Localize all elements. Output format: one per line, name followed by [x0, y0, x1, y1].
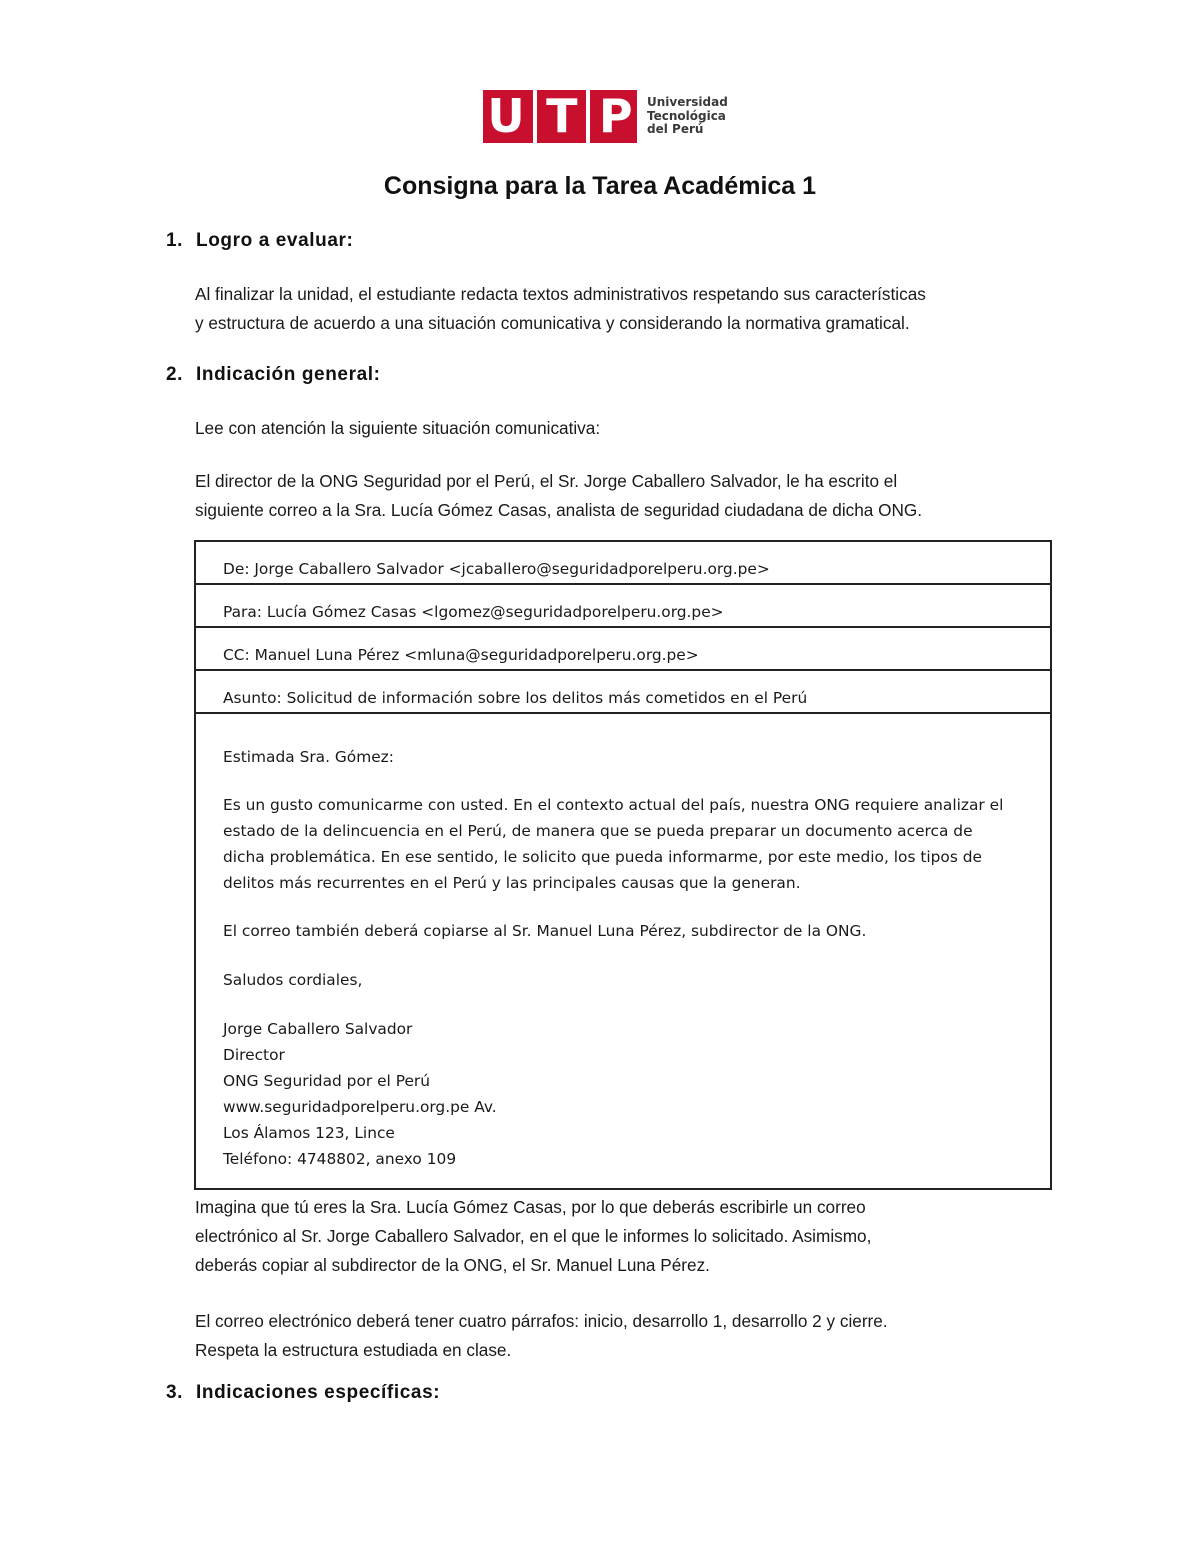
text-line: Imagina que tú eres la Sra. Lucía Gómez Casas, por lo que deberás escribirle un correo [195, 1197, 866, 1217]
logo-line: del Perú [647, 122, 704, 137]
email-body-line: delitos más recurrentes en el Perú y las principales causas que la generan. [223, 874, 801, 892]
text-line: El director de la ONG Seguridad por el Perú, el Sr. Jorge Caballero Salvador, le ha escrito el [195, 471, 898, 491]
section-2-heading [166, 364, 381, 386]
utp-logo [483, 90, 728, 143]
logo-letter-t: T [546, 89, 578, 143]
text-line: y estructura de acuerdo a una situación comunicativa y considerando la normativa gramatical. [195, 313, 910, 333]
email-body-line: estado de la delincuencia en el Perú, de manera que se pueda preparar un documento acerca de [223, 822, 973, 840]
email-body-line: Es un gusto comunicarme con usted. En el contexto actual del país, nuestra ONG requiere analizar el [223, 796, 1004, 814]
email-body [196, 714, 1050, 1172]
section-2-context [195, 467, 1055, 525]
text-line: electrónico al Sr. Jorge Caballero Salvador, en el que le informes lo solicitado. Asimismo, [195, 1226, 872, 1246]
section-2-intro: Lee con atención la siguiente situación comunicativa: [195, 418, 601, 438]
signature-web: www.seguridadporelperu.org.pe Av. [223, 1098, 497, 1116]
signature-name: Jorge Caballero Salvador [223, 1020, 413, 1038]
logo-mark [483, 90, 637, 143]
text-line: El correo electrónico deberá tener cuatro párrafos: inicio, desarrollo 1, desarrollo 2 y cierre. [195, 1311, 888, 1331]
email-closing: Saludos cordiales, [223, 971, 363, 989]
email-subject: Asunto: Solicitud de información sobre los delitos más cometidos en el Perú [223, 688, 808, 707]
section-1-text [195, 280, 1055, 338]
email-cc: CC: Manuel Luna Pérez <mluna@seguridadporelperu.org.pe> [223, 645, 699, 664]
email-from: De: Jorge Caballero Salvador <jcaballero@seguridadporelperu.org.pe> [223, 559, 770, 578]
section-title: Logro a evaluar: [196, 230, 354, 251]
section-number: 1. [166, 230, 184, 251]
text-line: Respeta la estructura estudiada en clase. [195, 1340, 512, 1360]
email-greeting: Estimada Sra. Gómez: [223, 748, 394, 766]
section-number: 2. [166, 364, 184, 385]
email-body-paragraph: El correo también deberá copiarse al Sr. Manuel Luna Pérez, subdirector de la ONG. [223, 922, 867, 940]
task-structure [195, 1307, 1055, 1365]
email-cc-row [196, 628, 1050, 671]
task-description [195, 1193, 1055, 1280]
text-line: siguiente correo a la Sra. Lucía Gómez Casas, analista de seguridad ciudadana de dicha ONG. [195, 500, 923, 520]
section-number: 3. [166, 1382, 184, 1403]
email-example-box [194, 540, 1052, 1190]
signature-phone: Teléfono: 4748802, anexo 109 [223, 1150, 457, 1168]
signature-org: ONG Seguridad por el Perú [223, 1072, 430, 1090]
text-line: Al finalizar la unidad, el estudiante redacta textos administrativos respetando sus características [195, 284, 926, 304]
logo-letter-p: P [598, 89, 633, 143]
email-to: Para: Lucía Gómez Casas <lgomez@seguridadporelperu.org.pe> [223, 602, 724, 621]
email-from-row [196, 542, 1050, 585]
email-to-row [196, 585, 1050, 628]
signature-address: Los Álamos 123, Lince [223, 1124, 395, 1142]
email-body-line: dicha problemática. En ese sentido, le solicito que pueda informarme, por este medio, los tipos de [223, 848, 982, 866]
page-title: Consigna para la Tarea Académica 1 [383, 172, 817, 200]
section-title: Indicación general: [196, 364, 381, 385]
section-title: Indicaciones específicas: [196, 1382, 441, 1403]
logo-letter-u: U [487, 89, 525, 143]
logo-wordmark [647, 96, 728, 137]
section-1-heading [166, 230, 353, 252]
section-3-heading [166, 1382, 440, 1404]
email-subject-row [196, 671, 1050, 714]
logo-line: Universidad [647, 95, 728, 110]
logo-separator [586, 90, 590, 143]
logo-line: Tecnológica [647, 108, 726, 123]
logo-separator [533, 90, 537, 143]
signature-role: Director [223, 1046, 285, 1064]
text-line: deberás copiar al subdirector de la ONG, el Sr. Manuel Luna Pérez. [195, 1255, 710, 1275]
